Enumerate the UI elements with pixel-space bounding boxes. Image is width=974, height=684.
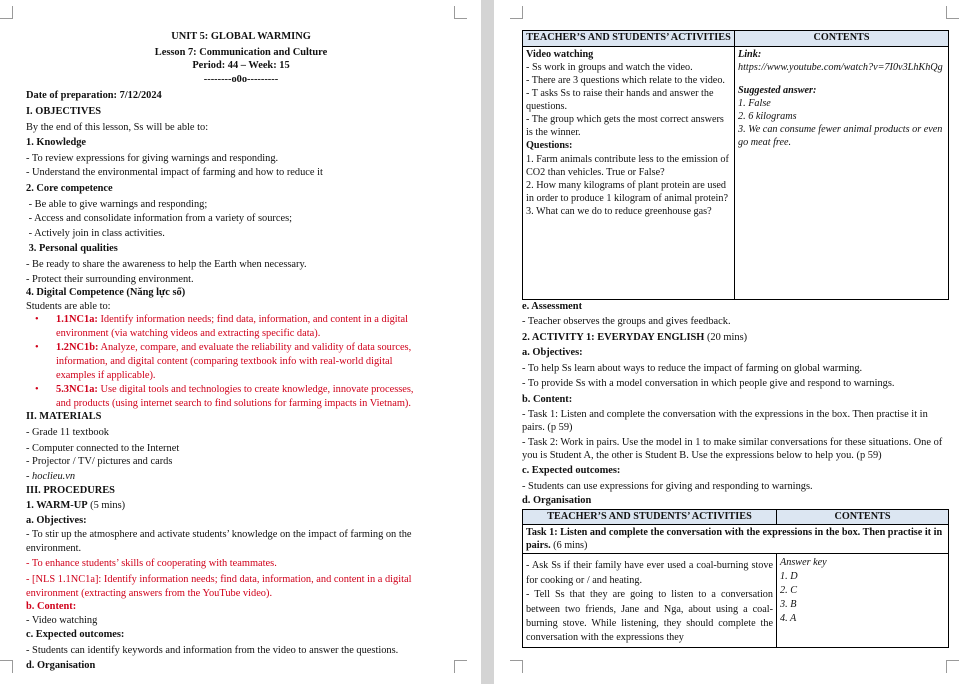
left-page-content [26,30,456,672]
activity1-heading: 2. ACTIVITY 1: EVERYDAY ENGLISH [522,331,705,343]
activity1-organisation-heading: d. Organisation [522,495,592,507]
assessment-heading: e. Assessment [522,300,583,312]
activity-line: - The group which gets the most correct answers is the winner. [526,113,724,138]
answer-item: 1. False [738,97,771,109]
video-link[interactable]: https://www.youtube.com/watch?v=7I0v3LhKhQg [738,61,943,73]
activity1-task: - Task 1: Listen and complete the conversation with the expressions in the box. Then practise it in pairs. (p 59) [522,408,928,434]
digital-intro: Students are able to: [26,300,111,312]
period-label: Period: 44 – Week: 15 [192,60,290,72]
lesson-title: Lesson 7: Communication and Culture [154,46,328,58]
answer-key-item: 2. C [780,585,797,597]
preparation-date: Date of preparation: 7/12/2024 [26,90,162,102]
warmup-objective: environment. [26,542,82,554]
question-item: 3. What can we do to reduce greenhouse gas? [526,205,712,217]
list-item: • 1.1NC1a: Identify information needs; find data, information, and content in a digital environment (via watching videos and extracting specific data). [35,314,409,339]
warmup-objective: - To stir up the atmosphere and activate students’ knowledge on the impact of farming on the [26,529,412,541]
divider: --------o0o--------- [203,73,279,85]
materials-item: - Projector / TV/ pictures and cards [26,456,173,468]
question-item: 2. How many kilograms of plant protein are used in order to produce 1 kilogram of animal protein? [526,179,728,204]
competence-text: Use digital tools and technologies to create knowledge, innovate processes, [97,384,414,396]
table-header-row [523,509,949,525]
competence-text: environment (via watching videos and extracting specific data). [56,327,321,339]
activity-line: - Ask Ss if their family have ever used a coal-burning stove for cooking or / and heating. [526,560,773,586]
objectives-heading: I. OBJECTIVES [26,105,102,117]
task-row-title: Task 1: Listen and complete the conversation with the expressions in the box. Then practise it in pairs. [526,527,943,552]
competence-text: Analyze, compare, and evaluate the reliability and validity of data sources, [98,342,412,354]
task-row-cell [523,525,949,554]
activity1-table [522,509,949,648]
warmup-heading: 1. WARM-UP [26,500,88,511]
digital-competence-list [26,313,456,410]
table-header-contents: CONTENTS [735,31,949,47]
warmup-objective: - To enhance students’ skills of cooperating with teammates. [26,558,277,570]
right-page-content [522,30,948,648]
table-row [523,525,949,554]
activity-line: - Ss work in groups and watch the video. [526,61,693,73]
activity1-objectives-heading: a. Objectives: [522,347,583,359]
questions-title: Questions: [526,139,573,151]
answer-key-label: Answer key [780,557,827,569]
answer-key-item: 4. A [780,613,797,625]
link-label: Link: [738,48,762,60]
competence-text: information, and digital content (comparing textbook info with real-world digital [56,356,393,368]
page-corner-mark [510,660,523,673]
contents-cell [777,554,949,647]
question-item: 1. Farm animals contribute less to the emission of CO2 than vehicles. True or False? [526,153,729,178]
activity1-task: - Task 2: Work in pairs. Use the model in 1 to make similar conversations for these situations. One of you is Student A, the other is Student B. Use the expressions below to help you. (p 59) [522,436,943,462]
personal-item: - Protect their surrounding environment. [26,273,194,285]
page-corner-mark [946,6,959,19]
answer-key-item: 1. D [780,571,798,583]
activity-title: Video watching [526,48,594,60]
personal-qualities-heading: 3. Personal qualities [26,243,118,255]
warmup-objectives-heading: a. Objectives: [26,514,87,526]
activity1-objective: - To provide Ss with a model conversation in which people give and respond to warnings. [522,378,895,390]
page-corner-mark [0,6,13,19]
table-header-contents: CONTENTS [777,509,949,525]
competence-text: and products (using internet search to find solutions for farming impacts in Vietnam). [56,397,411,409]
warmup-objective: environment (extracting answers from the YouTube video). [26,587,273,599]
competence-text: Identify information needs; find data, information, and content in a digital [97,314,409,326]
warmup-heading-line [26,499,456,513]
knowledge-item: - To review expressions for giving warnings and responding. [26,152,279,164]
core-item: - Access and consolidate information from a variety of sources; [26,213,293,225]
warmup-objective: - [NLS 1.1NC1a]: Identify information needs; find data, information, and content in a digital [26,573,412,585]
document-page-right [494,0,974,684]
activity-line: - Tell Ss that they are going to listen to a conversation between two friends, Jane and Nga, about using a coal-burning stove. While listening, they should complete the conversation with the expressions they [526,589,773,644]
activity-line: - T asks Ss to raise their hands and answer the questions. [526,87,714,112]
activity1-time: (20 mins) [704,331,748,343]
activity1-outcome: - Students can use expressions for giving and responding to warnings. [522,480,813,492]
page-corner-mark [946,660,959,673]
procedures-heading: III. PROCEDURES [26,485,115,497]
task-row-time: (6 mins) [550,540,588,552]
suggested-answer-label: Suggested answer: [738,84,817,96]
list-item: • 5.3NC1a: Use digital tools and technologies to create knowledge, innovate processes, and products (using internet search to find solutions for farming impacts in Vietnam). [35,384,414,409]
activities-cell [523,554,777,647]
activity1-content-heading: b. Content: [522,394,573,406]
digital-competence-heading: 4. Digital Competence (Năng lực số) [26,287,186,299]
competence-text: examples if applicable). [56,369,156,381]
activities-cell [523,46,735,299]
objectives-intro: By the end of this lesson, Ss will be able to: [26,121,209,133]
answer-key-item: 3. B [780,599,797,611]
core-competence-heading: 2. Core competence [26,182,113,194]
warmup-outcomes-heading: c. Expected outcomes: [26,629,125,641]
materials-item: - Grade 11 textbook [26,427,110,439]
competence-code: 5.3NC1a: [56,384,98,396]
table-header-activities: TEACHER’S AND STUDENTS’ ACTIVITIES [523,509,777,525]
list-item: • 1.2NC1b: Analyze, compare, and evaluate the reliability and validity of data sources, information, and digital content (comparing textbook info with real-world digital examples if applicable). [35,342,412,381]
competence-code: 1.1NC1a: [56,314,98,326]
activity-line: - There are 3 questions which relate to the video. [526,74,725,86]
contents-cell [735,46,949,299]
activity1-heading-line [522,331,948,345]
materials-item: - hoclieu.vn [26,470,76,482]
core-item: - Be able to give warnings and responding; [26,198,208,210]
document-page-left [0,0,481,684]
table-row [523,46,949,299]
warmup-content-item: - Video watching [26,614,98,626]
warmup-outcome-item: - Students can identify keywords and information from the video to answer the questions. [26,644,399,656]
answer-item: 3. We can consume fewer animal products or even go meat free. [738,123,943,148]
personal-item: - Be ready to share the awareness to help the Earth when necessary. [26,258,307,270]
knowledge-heading: 1. Knowledge [26,137,87,149]
warmup-organisation-heading: d. Organisation [26,659,96,671]
table-row [523,554,949,647]
page-corner-mark [510,6,523,19]
activity1-objective: - To help Ss learn about ways to reduce the impact of farming on global warming. [522,362,863,374]
table-header-row [523,31,949,47]
activity1-outcomes-heading: c. Expected outcomes: [522,465,621,477]
warmup-content-heading: b. Content: [26,601,77,613]
competence-code: 1.2NC1b: [56,342,99,354]
assessment-item: - Teacher observes the groups and gives feedback. [522,316,731,328]
materials-item: - Computer connected to the Internet [26,442,180,454]
page-corner-mark [454,6,467,19]
answer-item: 2. 6 kilograms [738,110,797,122]
warmup-activity-table [522,30,949,300]
materials-heading: II. MATERIALS [26,411,102,423]
page-corner-mark [0,660,13,673]
table-header-activities: TEACHER’S AND STUDENTS’ ACTIVITIES [523,31,735,47]
warmup-time: (5 mins) [87,500,126,511]
unit-title: UNIT 5: GLOBAL WARMING [171,31,311,42]
core-item: - Actively join in class activities. [26,227,165,239]
knowledge-item: - Understand the environmental impact of farming and how to reduce it [26,167,323,179]
